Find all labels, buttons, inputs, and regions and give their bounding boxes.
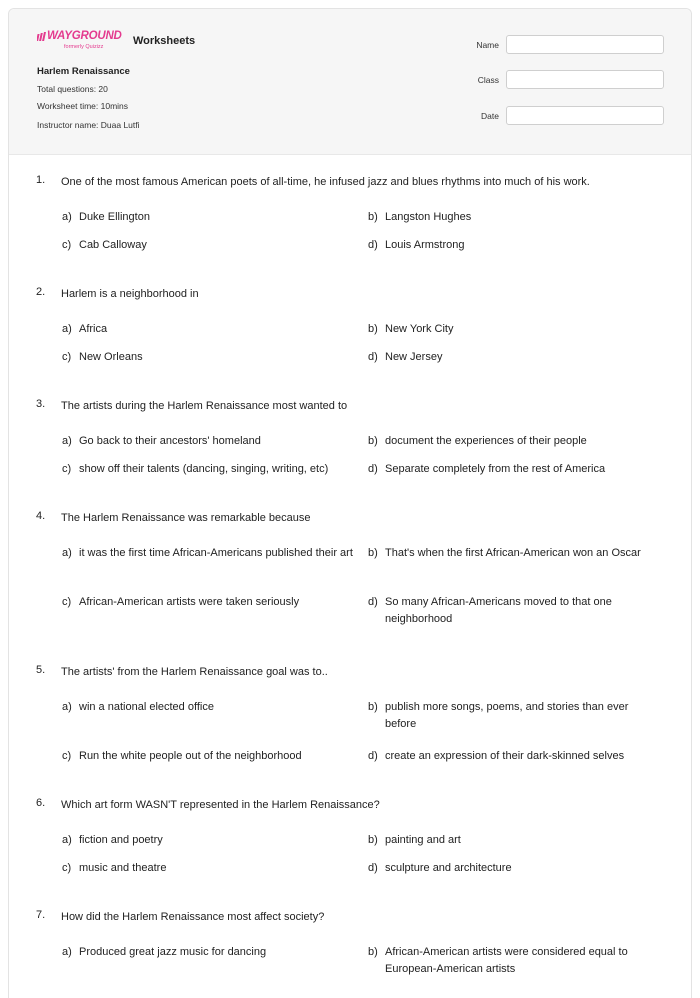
option-text: fiction and poetry xyxy=(79,834,163,846)
option-text: That's when the first African-American won an Oscar xyxy=(385,547,641,559)
option-text: Produced great jazz music for dancing xyxy=(79,946,267,958)
option-text: Duke Ellington xyxy=(79,211,150,223)
option-text: win a national elected office xyxy=(79,701,214,713)
option-b[interactable] xyxy=(368,699,668,733)
question-number: 7. xyxy=(36,909,46,921)
option-letter: d) xyxy=(368,239,378,251)
date-label: Date xyxy=(481,111,499,121)
option-text: Run the white people out of the neighborhood xyxy=(79,750,302,762)
brand-subtitle: formerly Quizizz xyxy=(64,44,104,50)
option-text: New Jersey xyxy=(385,351,443,363)
option-letter: c) xyxy=(62,596,72,608)
option-letter: d) xyxy=(368,596,378,608)
logo-icon xyxy=(37,32,47,42)
option-letter: b) xyxy=(368,547,378,559)
option-text: New Orleans xyxy=(79,351,143,363)
option-letter: d) xyxy=(368,463,378,475)
date-field[interactable] xyxy=(506,106,664,125)
option-letter: c) xyxy=(62,239,72,251)
option-text: sculpture and architecture xyxy=(385,862,512,874)
question-text: The artists during the Harlem Renaissance most wanted to xyxy=(61,400,348,412)
option-letter: a) xyxy=(62,323,72,335)
option-letter: c) xyxy=(62,862,72,874)
option-text: New York City xyxy=(385,323,454,335)
instructor-name: Instructor name: Duaa Lutfi xyxy=(37,120,140,130)
option-text: African-American artists were considered equal to European-American artists xyxy=(385,946,628,975)
option-text: Louis Armstrong xyxy=(385,239,465,251)
name-field[interactable] xyxy=(506,35,664,54)
total-questions: Total questions: 20 xyxy=(37,84,108,94)
option-letter: b) xyxy=(368,435,378,447)
question-number: 3. xyxy=(36,398,46,410)
option-text: create an expression of their dark-skinned selves xyxy=(385,750,625,762)
option-letter: c) xyxy=(62,750,72,762)
question-text: The Harlem Renaissance was remarkable because xyxy=(61,512,311,524)
option-text: music and theatre xyxy=(79,862,167,874)
option-letter: b) xyxy=(368,946,378,958)
option-a[interactable] xyxy=(62,545,362,579)
class-label: Class xyxy=(477,75,499,85)
option-letter: b) xyxy=(368,701,378,713)
option-letter: a) xyxy=(62,946,72,958)
option-letter: a) xyxy=(62,435,72,447)
question-number: 5. xyxy=(36,664,46,676)
option-text: African-American artists were taken seriously xyxy=(79,596,300,608)
option-text: painting and art xyxy=(385,834,461,846)
option-text: So many African-Americans moved to that one neighborhood xyxy=(385,596,612,625)
option-b[interactable] xyxy=(368,944,668,978)
option-letter: b) xyxy=(368,211,378,223)
question-text: Which art form WASN'T represented in the Harlem Renaissance? xyxy=(61,799,380,811)
worksheet-header xyxy=(9,9,691,155)
option-letter: a) xyxy=(62,211,72,223)
question-number: 6. xyxy=(36,797,46,809)
option-text: document the experiences of their people xyxy=(385,435,587,447)
option-letter: d) xyxy=(368,862,378,874)
option-text: publish more songs, poems, and stories than ever before xyxy=(385,701,629,730)
option-text: Cab Calloway xyxy=(79,239,147,251)
name-label: Name xyxy=(476,40,499,50)
option-text: Africa xyxy=(79,323,108,335)
option-letter: a) xyxy=(62,701,72,713)
option-d[interactable] xyxy=(368,594,668,628)
worksheet-time: Worksheet time: 10mins xyxy=(37,101,129,111)
option-letter: c) xyxy=(62,351,72,363)
worksheet-page xyxy=(8,8,692,998)
option-letter: b) xyxy=(368,323,378,335)
option-letter: c) xyxy=(62,463,72,475)
option-text: Separate completely from the rest of America xyxy=(385,463,606,475)
brand-name: WAYGROUND xyxy=(47,30,122,42)
option-letter: d) xyxy=(368,351,378,363)
option-text: show off their talents (dancing, singing, writing, etc) xyxy=(79,463,329,475)
worksheet-title: Harlem Renaissance xyxy=(37,66,130,77)
question-text: Harlem is a neighborhood in xyxy=(61,288,199,300)
option-text: it was the first time African-Americans published their art xyxy=(79,547,353,559)
option-text: Langston Hughes xyxy=(385,211,472,223)
option-letter: b) xyxy=(368,834,378,846)
question-text: How did the Harlem Renaissance most affect society? xyxy=(61,911,325,923)
question-text: The artists' from the Harlem Renaissance goal was to.. xyxy=(61,666,328,678)
question-number: 2. xyxy=(36,286,46,298)
class-field[interactable] xyxy=(506,70,664,89)
option-letter: a) xyxy=(62,547,72,559)
app-name: Worksheets xyxy=(133,35,196,47)
question-number: 1. xyxy=(36,174,46,186)
option-letter: d) xyxy=(368,750,378,762)
brand-logo xyxy=(37,30,122,54)
option-letter: a) xyxy=(62,834,72,846)
question-number: 4. xyxy=(36,510,46,522)
question-text: One of the most famous American poets of all-time, he infused jazz and blues rhythms into much of his work. xyxy=(61,176,590,188)
option-text: Go back to their ancestors' homeland xyxy=(79,435,261,447)
